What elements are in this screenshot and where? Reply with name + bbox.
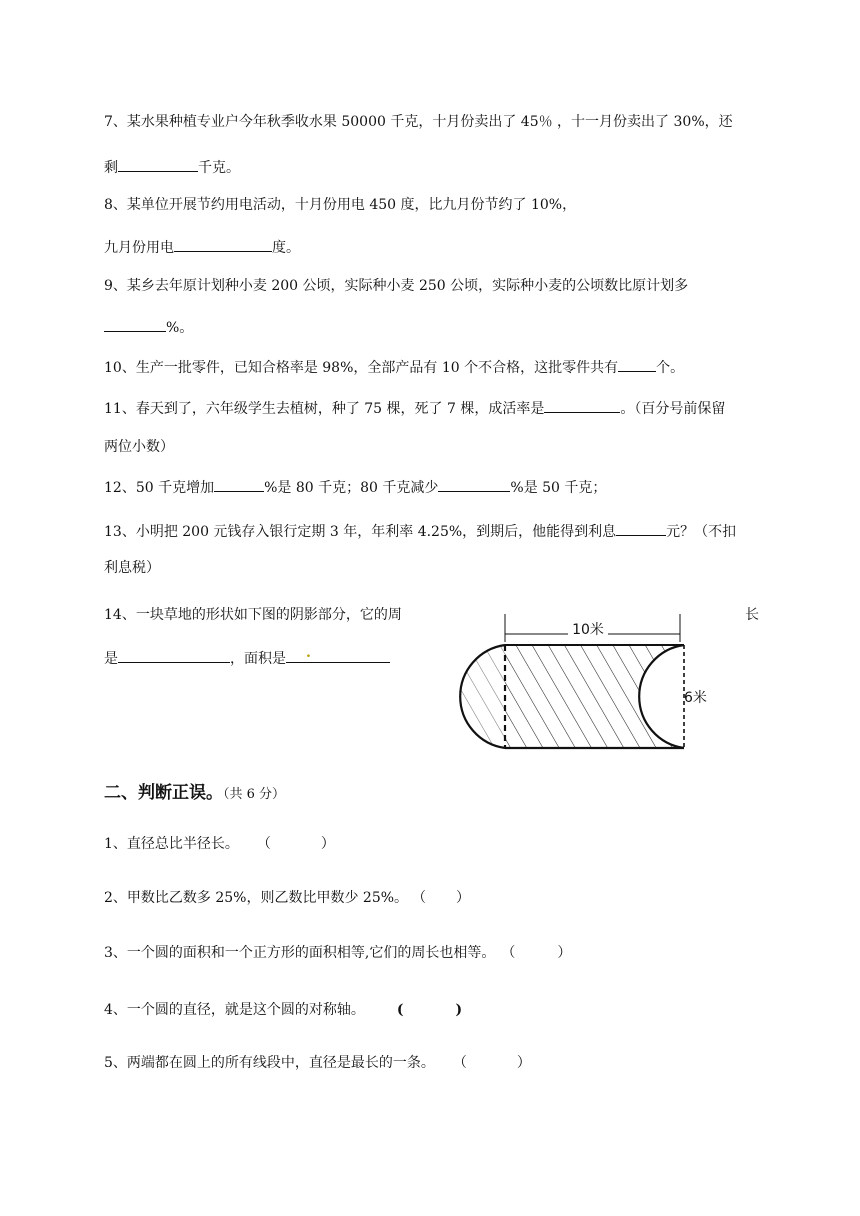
question-11-line-1: 11、春天到了，六年级学生去植树，种了 75 棵，死了 7 棵，成活率是 。（百分号前保留 [104, 397, 725, 419]
question-9-line-1: 9、某乡去年原计划种小麦 200 公顷，实际种小麦 250 公顷，实际种小麦的公顷数比原计划多 [104, 278, 689, 294]
judge-item-2: 2、甲数比乙数多 25%，则乙数比甲数少 25%。 （ ） [104, 890, 471, 906]
stray-dot: . [306, 645, 311, 661]
answer-blank-q10[interactable] [618, 356, 656, 372]
judge-answer-2[interactable]: （ ） [412, 890, 471, 906]
answer-blank-q13[interactable] [616, 520, 666, 536]
left-semicircle-hatch [460, 645, 505, 748]
question-14-line-1: 14、一块草地的形状如下图的阴影部分，它的周 [104, 607, 402, 623]
judge-item-4: 4、一个圆的直径，就是这个圆的对称轴。 ( ) [104, 1002, 463, 1018]
shaded-region [505, 645, 684, 748]
answer-blank-q12-b[interactable] [438, 476, 510, 492]
question-11-line-2: 两位小数） [104, 439, 174, 455]
answer-blank-q14-area[interactable] [286, 647, 390, 663]
question-8-line-2: 九月份用电 度。 [104, 236, 300, 258]
answer-blank-q7[interactable] [118, 156, 198, 172]
question-7-line-1: 7、某水果种植专业户今年秋季收水果 50000 千克，十月份卖出了 45％ ，十一月份卖出了 30%，还 [104, 114, 733, 130]
answer-blank-q11[interactable] [544, 397, 620, 413]
answer-blank-q14-perimeter[interactable] [118, 647, 230, 663]
judge-answer-4[interactable]: ( ) [396, 1002, 463, 1018]
judge-answer-1[interactable]: （ ） [256, 836, 335, 852]
question-14-chang: 长 [745, 607, 759, 623]
question-7-line-2: 剩 千克。 [104, 156, 240, 178]
section-2-heading: 二、判断正误。（共 6 分） [104, 783, 286, 803]
width-label: 10米 [572, 622, 604, 638]
question-10: 10、生产一批零件，已知合格率是 98%，全部产品有 10 个不合格，这批零件共有 个。 [104, 356, 684, 378]
answer-blank-q8[interactable] [174, 236, 272, 252]
height-label: 6米 [684, 690, 707, 706]
question-12: 12、50 千克增加 %是 80 千克；80 千克减少 %是 50 千克； [104, 476, 606, 498]
judge-answer-5[interactable]: （ ） [452, 1055, 531, 1071]
question-14-line-2: 是 ，面积是 . [104, 647, 390, 669]
question-13-line-1: 13、小明把 200 元钱存入银行定期 3 年，年利率 4.25%，到期后，他能得到利息 元？（不扣 [104, 520, 736, 542]
judge-item-3: 3、一个圆的面积和一个正方形的面积相等,它们的周长也相等。 （ ） [104, 945, 572, 961]
judge-answer-3[interactable]: （ ） [501, 945, 572, 961]
question-8-line-1: 8、某单位开展节约用电活动，十月份用电 450 度，比九月份节约了 10%， [104, 197, 577, 213]
answer-blank-q9[interactable] [104, 316, 166, 332]
question-13-line-2: 利息税） [104, 560, 160, 576]
shaded-figure-diagram [448, 612, 718, 754]
question-9-line-2: %。 [104, 316, 193, 338]
judge-item-5: 5、两端都在圆上的所有线段中，直径是最长的一条。 （ ） [104, 1055, 531, 1071]
judge-item-1: 1、直径总比半径长。 （ ） [104, 836, 335, 852]
answer-blank-q12-a[interactable] [214, 476, 264, 492]
